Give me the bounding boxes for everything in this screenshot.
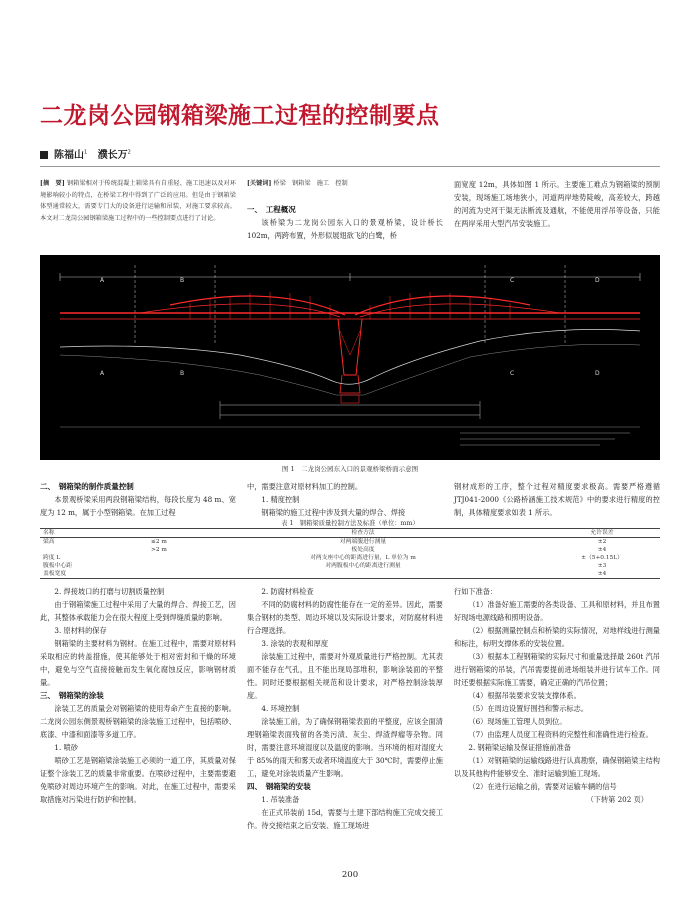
paragraph: 面宽度 12m，具体如图 1 所示。主要施工难点为钢箱梁的预制安装，现场施工场地狭小，河道两岸地势陡峻，高差较大，跨越的河流为史河干渠无法断流及通航，不能使用浮吊等设备，只能在两岸采用大型汽吊安装施工。 bbox=[454, 180, 660, 228]
section-label-c-top: C bbox=[510, 277, 515, 284]
precision-paragraph bbox=[454, 480, 660, 519]
list-item: （2）根据测量控制点和桥梁的实际情况，对地样线进行测量和标注，标明支撑体系的安装位置。 bbox=[454, 626, 660, 648]
column-header: 名称 bbox=[40, 529, 136, 538]
continued-note: （下转第 202 页） bbox=[586, 795, 648, 804]
paragraph: 涂装施工前，为了确保钢箱梁表面的平整度，应该全面清理钢箱梁表面残留的各类污渍、灰尘、焊渣焊瘤等杂物。同时，需要注意环境湿度以及温度的影响。当环境的相对湿度大于 85%的雨天和雾天或者环境温度大于 30℃时，需要停止施工，避免对涂装质量产生影响。 bbox=[247, 717, 443, 778]
section-label-c-bottom: C bbox=[510, 370, 515, 377]
column-header: 检查方法 bbox=[182, 529, 544, 538]
page-number: 200 bbox=[341, 870, 359, 880]
author-1: 陈福山 bbox=[54, 150, 84, 161]
bottom-column-3 bbox=[454, 585, 660, 806]
section-label-a-bottom: A bbox=[100, 370, 105, 377]
abstract: [摘 要] 钢箱梁相对于传统混凝土箱梁具有自重轻、施工迅速以及对环境影响较小的特点，在桥梁工程中得到了广泛的应用。但是由于钢箱梁体型通常较大，需要专门大的设备进行运输和吊装，对施工要求较高。本文对二龙岗公园钢箱梁施工过程中的一些控制要点进行了讨论。 bbox=[40, 180, 237, 222]
bottom-column-2 bbox=[247, 585, 443, 832]
square-bullet-icon bbox=[40, 151, 48, 159]
list-item: （6）现场施工管理人员到位。 bbox=[468, 717, 567, 726]
section-label-d-bottom: D bbox=[595, 370, 600, 377]
section-label-b-bottom: B bbox=[180, 370, 185, 377]
paragraph: 由于钢箱梁施工过程中采用了大量的焊合、焊接工艺，因此，其整体承载能力会在很大程度上受到焊缝质量的影响。 bbox=[40, 600, 236, 622]
header-divider bbox=[40, 166, 660, 167]
bridge-drawing-figure bbox=[40, 255, 660, 460]
article-title: 二龙岗公园钢箱梁施工过程的控制要点 bbox=[40, 103, 440, 129]
list-item: （1）对钢箱梁的运输线路进行认真勘察，确保钢箱梁主结构以及其他构件能够安全、准时运输到施工现场。 bbox=[454, 756, 660, 778]
subheading: 1. 精度控制 bbox=[261, 495, 300, 504]
subheading: 1. 喷砂 bbox=[54, 743, 78, 752]
table-caption: 表 1 钢箱梁质量控制方法及标准（单位：mm） bbox=[281, 520, 419, 527]
paragraph: 钢材成形的工序，整个过程对精度要求极高。需要严格遵循 JTJ041-2000《公路桥涵施工技术规范》中的要求进行精度的控制，具体精度要求如表 1 所示。 bbox=[454, 482, 660, 517]
table-row: 腹板中心距 对两腹板中心的距离进行测量 ±3 bbox=[43, 563, 607, 569]
table-row: 跨度 L 对两支座中心的距离进行量，L 单位为 m ±（5+0.15L） bbox=[43, 555, 623, 561]
table-row: 盖板宽度 ±4 bbox=[40, 570, 660, 579]
subheading: 3. 涂装的表观和厚度 bbox=[261, 639, 329, 648]
list-item: （1）准备好施工需要的各类设备、工具和原材料，并且布置好现场电源线路和照明设备。 bbox=[454, 600, 660, 622]
table-header-row bbox=[40, 529, 660, 538]
list-item: （3）根据本工程钢箱梁的实际尺寸和重量选择最 260t 汽吊进行钢箱梁的吊装，汽吊需要提前进场组装并进行试车工作。同时还要根据实际施工需要，确定正确的汽吊位置； bbox=[454, 652, 660, 687]
author-2: 濮长万 bbox=[97, 150, 128, 161]
paragraph: 涂装工艺的质量会对钢箱梁的使用寿命产生直接的影响。二龙岗公园东侧景观桥钢箱梁的涂装施工过程中，包括喷砂、底漆、中漆和面漆等多道工序。 bbox=[40, 704, 236, 739]
paragraph: 涂装施工过程中，需要对外观质量进行严格控制。尤其表面不能存在气孔，且不能出现局部堆积，影响涂装面的平整性。同时还要根据相关规范和设计要求，对严格控制涂装厚度。 bbox=[247, 652, 443, 700]
paragraph: 钢箱梁的施工过程中涉及到大量的焊合、焊接 bbox=[261, 508, 406, 517]
section-heading: 一、 工程概况 bbox=[247, 204, 296, 214]
section-label-b-top: B bbox=[180, 277, 185, 284]
quality-control-table bbox=[40, 528, 660, 579]
bottom-column-1 bbox=[40, 585, 236, 806]
paragraph: 中，需要注意对原材料加工的控制。 bbox=[247, 482, 363, 491]
figure-caption: 图 1 二龙岗公园东入口的景观桥梁桥面示意图 bbox=[281, 465, 419, 473]
subheading: 1. 吊装准备 bbox=[261, 795, 300, 804]
subheading: 2. 钢箱梁运输及保证措施前准备 bbox=[468, 743, 571, 752]
paragraph: 该桥梁为二龙岗公园东入口的景观桥梁，设计桥长 102m，两跨布置，外形似展翅欲飞的白鹭，桥 bbox=[247, 217, 443, 240]
paragraph: 本景观桥梁采用两段钢箱梁结构，每段长度为 48 m、宽度为 12 m，属于小型钢箱梁。在加工过程 bbox=[40, 495, 236, 517]
subheading: 2. 防腐材料检查 bbox=[261, 587, 314, 596]
section-heading: 三、 钢箱梁的涂装 bbox=[40, 691, 104, 700]
section-heading: 四、 钢箱梁的安装 bbox=[247, 782, 311, 791]
list-item: （7）由监理人员度工程资料的完整性和准确性进行检查。 bbox=[468, 730, 653, 739]
column-header: 允许误差 bbox=[544, 529, 660, 538]
intro-continuation bbox=[454, 178, 660, 230]
subheading: 3. 原材料的保存 bbox=[54, 626, 107, 635]
list-item: （5）在周边设置好围挡和警示标志。 bbox=[468, 704, 588, 713]
list-item: （4）根据吊装要求安装支撑体系。 bbox=[468, 691, 581, 700]
paragraph: 钢箱梁的主要材料为钢材。在施工过程中，需要对原材料采取相应的转盖措施，使其能够处于相对密封和干燥的环境中，避免与空气直接接触而发生氧化腐蚀反应，影响钢材质量。 bbox=[40, 639, 236, 687]
section-2-continuation bbox=[247, 480, 443, 519]
paragraph: 在正式吊装前 15d，需要与土建下部结构施工完成交接工作。待交接结束之后安装、施工现场进 bbox=[247, 808, 443, 830]
list-item: （2）在进行运输之前，需要对运输车辆的信号 bbox=[468, 782, 617, 791]
paragraph: 不同的防腐材料的防腐性能存在一定的差异。因此，需要集合钢材的类型、周边环境以及实际设计要求，对防腐材料进行合理选择。 bbox=[247, 600, 443, 635]
paragraph: 行如下准备： bbox=[454, 587, 498, 596]
section-heading: 二、 钢箱梁的制作质量控制 bbox=[40, 482, 134, 491]
bridge-elevation-svg bbox=[40, 255, 660, 460]
table-row: >2 m 板处高度 ±4 bbox=[151, 547, 607, 553]
paragraph: 喷砂工艺是钢箱梁涂装施工必须的一道工序，其质量对保证整个涂装工艺的质量非常重要。在喷砂过程中，主要需要避免喷砂对周边环境产生的影响。对此，在施工过程中，需要采取措施对污染进行防护和控制。 bbox=[40, 756, 236, 804]
section-2-column bbox=[40, 480, 236, 519]
section-label-a-top: A bbox=[100, 277, 105, 284]
subheading: 2. 焊接坡口的打磨与切割质量控制 bbox=[54, 587, 165, 596]
authors: 陈福山$^1$ 濮长万$^2$ bbox=[40, 146, 131, 161]
intro-column: [关键词] 桥梁 钢箱梁 施工 控制 一、 工程概况 该桥梁为二龙岗公园东入口的景观桥梁，设计桥长 102m，两跨布置，外形似展翅欲飞的白鹭，桥 bbox=[247, 180, 443, 240]
section-label-d-top: D bbox=[595, 277, 600, 284]
subheading: 4. 环境控制 bbox=[261, 704, 300, 713]
table-row: 梁高 ≤2 m 对两端腹进行测量 ±2 bbox=[43, 539, 607, 545]
